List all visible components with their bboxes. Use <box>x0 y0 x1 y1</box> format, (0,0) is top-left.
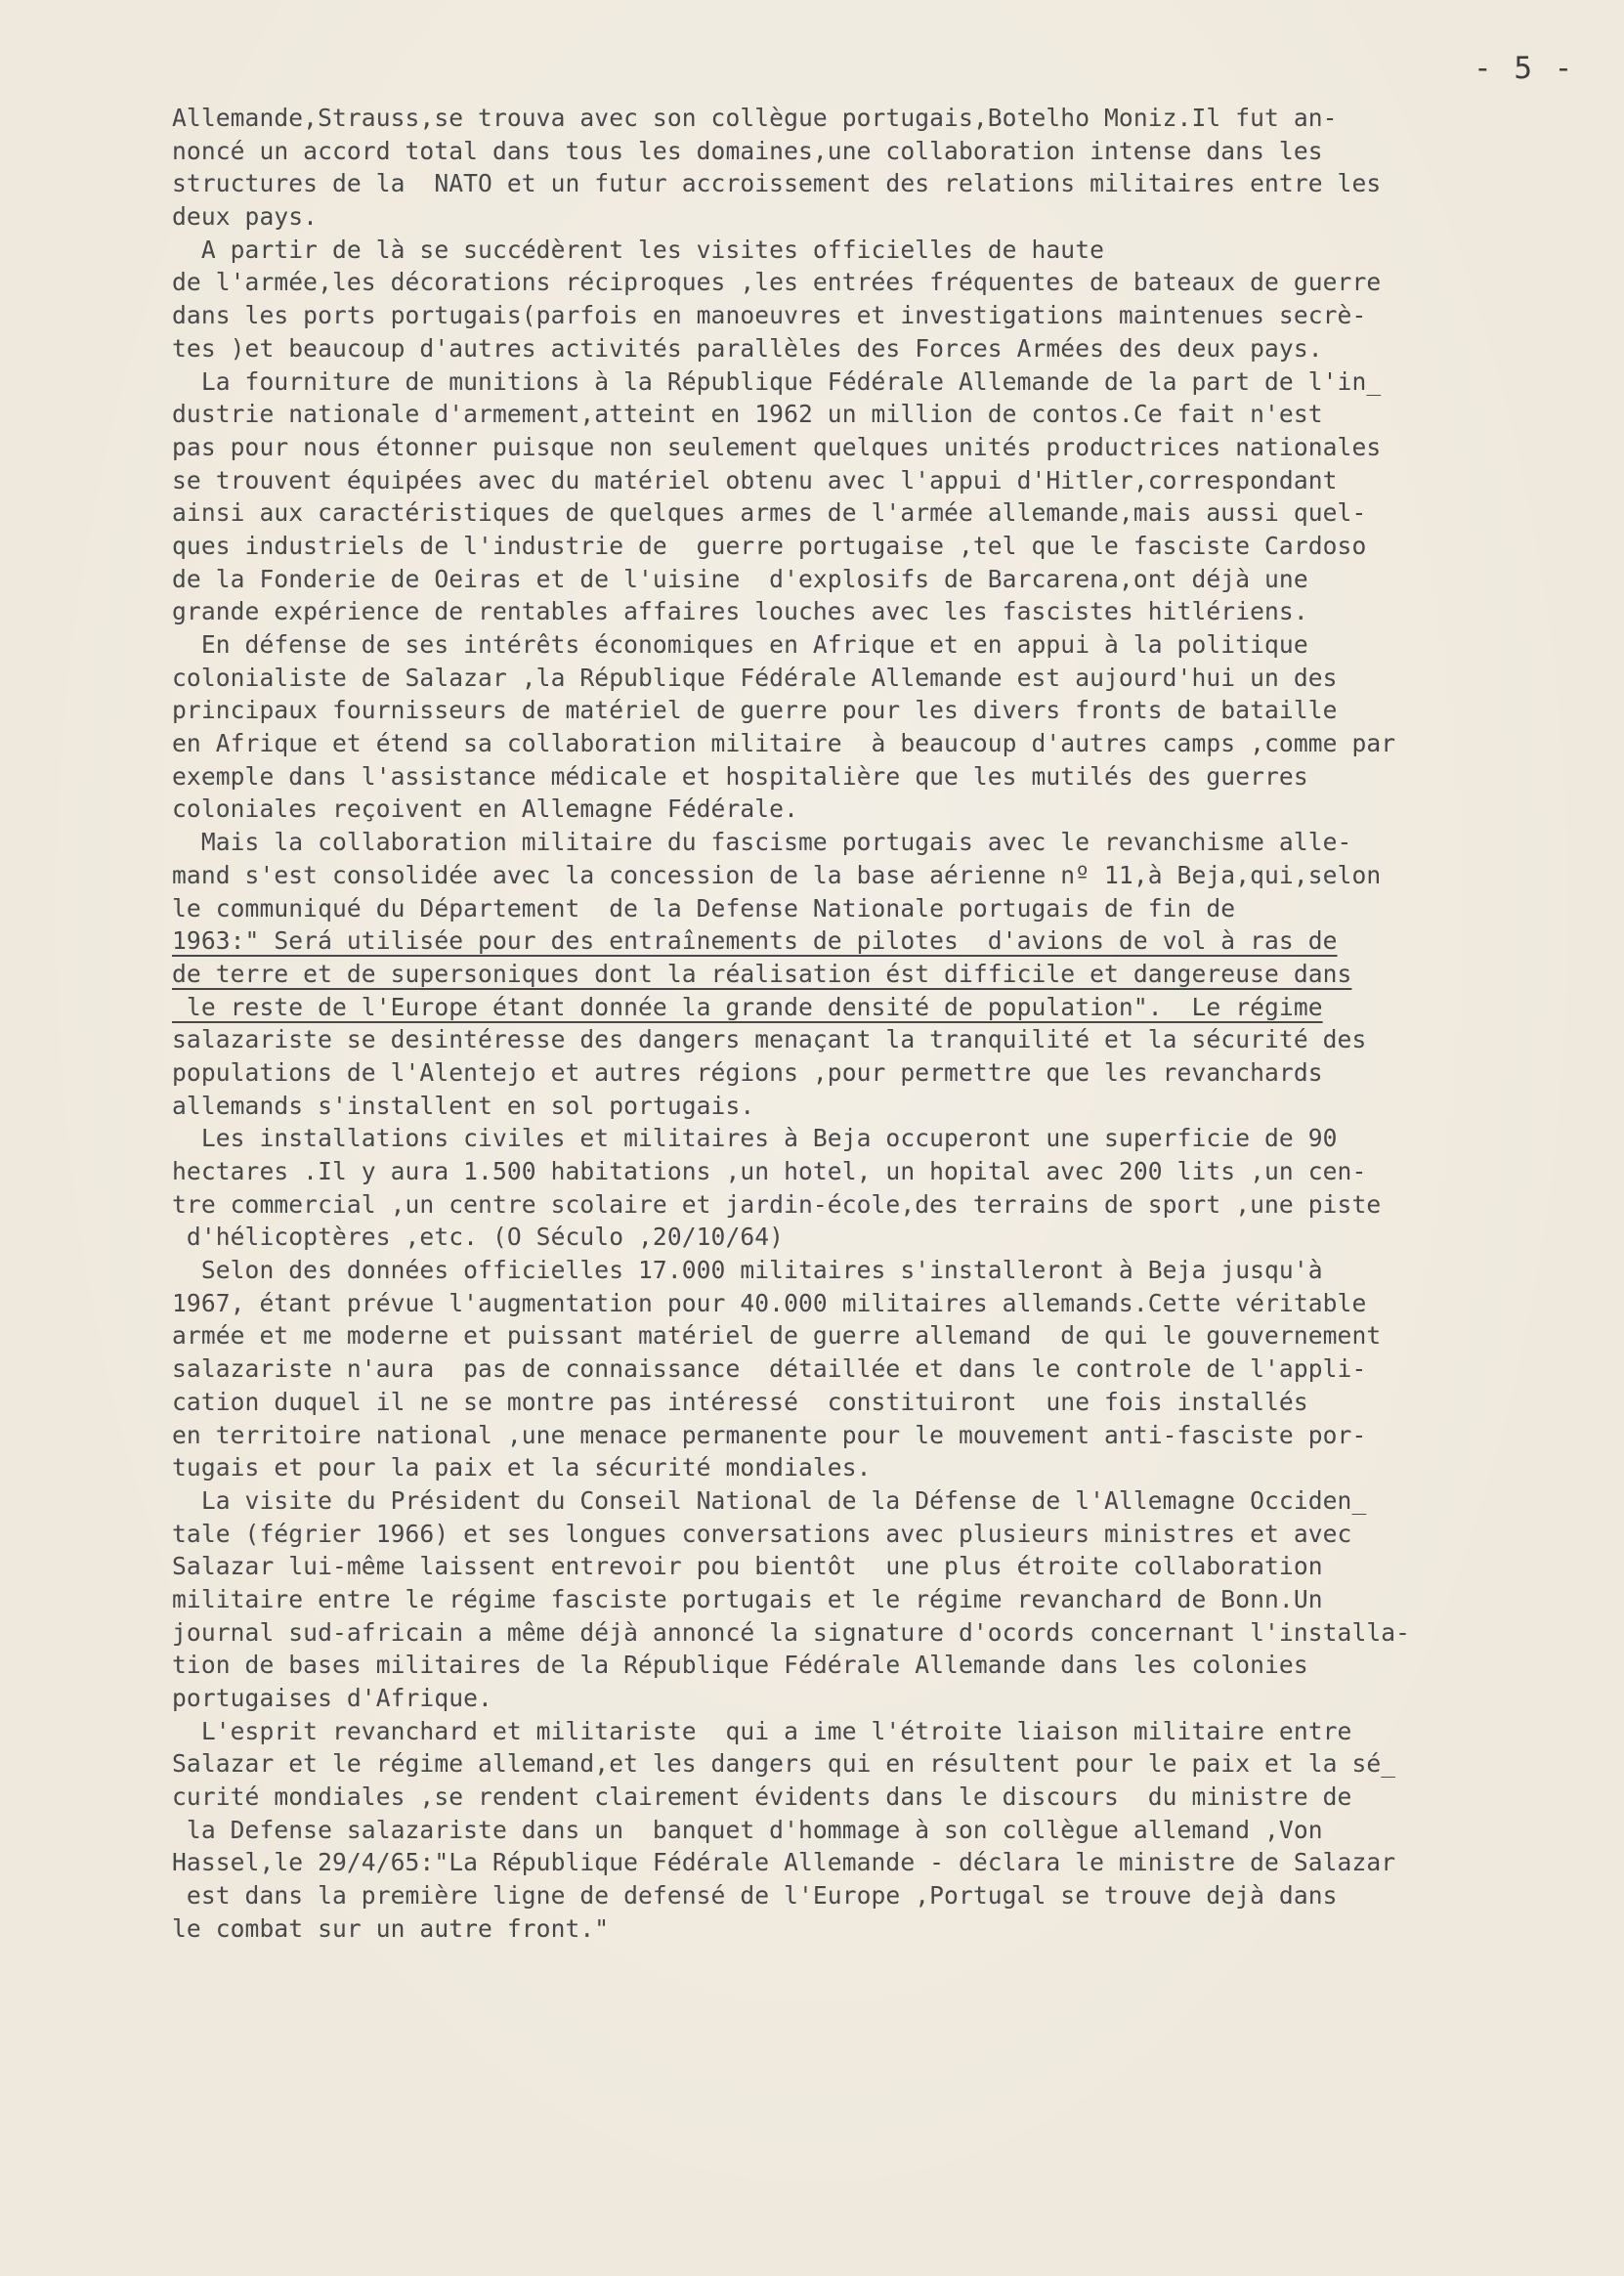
page-number: - 5 - <box>1474 51 1575 86</box>
text-line: en Afrique et étend sa collaboration militaire à beaucoup d'autres camps ,comme par <box>172 729 1396 758</box>
text-line: portugaises d'Afrique. <box>172 1684 492 1712</box>
text-line: le communiqué du Département de la Defense Nationale portugais de fin de <box>172 893 1236 923</box>
text-line: L'esprit revanchard et militariste qui a ime l'étroite liaison militaire entre <box>172 1716 1352 1745</box>
text-line: le reste de l'Europe étant donnée la grande densité de population". Le régime <box>172 992 1323 1021</box>
text-line: exemple dans l'assistance médicale et hospitalière que les mutilés des guerres <box>172 761 1308 791</box>
text-line: allemands s'installent en sol portugais. <box>172 1091 755 1120</box>
text-line: militaire entre le régime fasciste portugais et le régime revanchard de Bonn.Un <box>172 1584 1323 1613</box>
text-line: mand s'est consolidée avec la concession de la base aérienne nº 11,à Beja,qui,selon <box>172 860 1382 889</box>
text-line: pas pour nous étonner puisque non seulement quelques unités productrices nationales <box>172 432 1382 461</box>
text-line: grande expérience de rentables affaires louches avec les fascistes hitlériens. <box>172 597 1308 626</box>
text-line: curité mondiales ,se rendent clairement évidents dans le discours du ministre de <box>172 1782 1352 1812</box>
text-line: structures de la NATO et un futur accroissement des relations militaires entre les <box>172 169 1382 198</box>
text-line: tre commercial ,un centre scolaire et jardin-école,des terrains de sport ,une piste <box>172 1189 1382 1219</box>
text-line: est dans la première ligne de defensé de l'Europe ,Portugal se trouve dejà dans <box>172 1881 1338 1911</box>
text-line: le combat sur un autre front." <box>172 1913 610 1943</box>
text-line: populations de l'Alentejo et autres régions ,pour permettre que les revanchards <box>172 1057 1323 1087</box>
text-line: En défense de ses intérêts économiques en Afrique et en appui à la politique <box>172 630 1308 659</box>
text-line: d'hélicoptères ,etc. (O Século ,20/10/64) <box>172 1223 785 1252</box>
text-line: ques industriels de l'industrie de guerre portugaise ,tel que le fasciste Cardoso <box>172 531 1367 560</box>
text-line: 1963:" Será utilisée pour des entraînements de pilotes d'avions de vol à ras de <box>172 926 1338 956</box>
text-line: deux pays. <box>172 202 319 232</box>
text-line: ainsi aux caractéristiques de quelques armes de l'armée allemande,mais aussi quel- <box>172 498 1367 528</box>
text-line: salazariste se desintéresse des dangers menaçant la tranquilité et la sécurité des <box>172 1025 1367 1054</box>
text-line: hectares .Il y aura 1.500 habitations ,un hotel, un hopital avec 200 lits ,un cen- <box>172 1157 1367 1185</box>
text-line: cation duquel il ne se montre pas intéressé constituiront une fois installés <box>172 1387 1308 1416</box>
text-line: Mais la collaboration militaire du fascisme portugais avec le revanchisme alle- <box>172 828 1352 857</box>
text-line: Allemande,Strauss,se trouva avec son collègue portugais,Botelho Moniz.Il fut an- <box>172 104 1338 132</box>
text-line: Selon des données officielles 17.000 militaires s'installeront à Beja jusqu'à <box>172 1256 1323 1285</box>
text-line: tion de bases militaires de la République Fédérale Allemande dans les colonies <box>172 1651 1308 1680</box>
text-line: de terre et de supersoniques dont la réalisation ést difficile et dangereuse dans <box>172 959 1352 988</box>
text-line: Salazar lui-même laissent entrevoir pou bientôt une plus étroite collaboration <box>172 1552 1323 1581</box>
text-line: dustrie nationale d'armement,atteint en 1962 un million de contos.Ce fait n'est <box>172 400 1323 429</box>
text-line: La visite du Président du Conseil National de la Défense de l'Allemagne Occiden_ <box>172 1485 1367 1515</box>
text-line: tale (fégrier 1966) et ses longues conversations avec plusieurs ministres et avec <box>172 1519 1352 1548</box>
body-text <box>172 102 1579 1946</box>
text-line: principaux fournisseurs de matériel de guerre pour les divers fronts de bataille <box>172 696 1338 725</box>
text-line: Hassel,le 29/4/65:"La République Fédérale Allemande - déclara le ministre de Salazar <box>172 1848 1396 1877</box>
text-line: A partir de là se succédèrent les visites officielles de haute <box>172 235 1105 264</box>
text-line: Les installations civiles et militaires à Beja occuperont une superficie de 90 <box>172 1124 1338 1153</box>
text-line: 1967, étant prévue l'augmentation pour 40.000 militaires allemands.Cette véritable <box>172 1288 1367 1317</box>
text-line: armée et me moderne et puissant matériel de guerre allemand de qui le gouvernement <box>172 1321 1382 1351</box>
text-line: se trouvent équipées avec du matériel obtenu avec l'appui d'Hitler,correspondant <box>172 465 1338 494</box>
text-line: tugais et pour la paix et la sécurité mondiales. <box>172 1453 872 1482</box>
text-line: en territoire national ,une menace permanente pour le mouvement anti-fasciste por- <box>172 1420 1367 1449</box>
text-line: tes )et beaucoup d'autres activités parallèles des Forces Armées des deux pays. <box>172 333 1323 363</box>
text-line: Salazar et le régime allemand,et les dangers qui en résultent pour le paix et la sé_ <box>172 1749 1396 1779</box>
text-line: la Defense salazariste dans un banquet d'hommage à son collègue allemand ,Von <box>172 1815 1323 1844</box>
text-line: colonialiste de Salazar ,la République Fédérale Allemande est aujourd'hui un des <box>172 663 1338 692</box>
text-line: dans les ports portugais(parfois en manoeuvres et investigations maintenues secrè- <box>172 301 1367 330</box>
text-line: de la Fonderie de Oeiras et de l'uisine d'explosifs de Barcarena,ont déjà une <box>172 564 1308 593</box>
text-line: La fourniture de munitions à la République Fédérale Allemande de la part de l'in_ <box>172 366 1382 396</box>
text-line: salazariste n'aura pas de connaissance détaillée et dans le controle de l'appli- <box>172 1354 1367 1384</box>
text-line: coloniales reçoivent en Allemagne Fédérale. <box>172 794 798 824</box>
text-line: de l'armée,les décorations réciproques ,les entrées fréquentes de bateaux de guerre <box>172 268 1382 297</box>
text-line: journal sud-africain a même déjà annoncé la signature d'ocords concernant l'installa- <box>172 1617 1411 1647</box>
text-line: noncé un accord total dans tous les domaines,une collaboration intense dans les <box>172 136 1323 165</box>
